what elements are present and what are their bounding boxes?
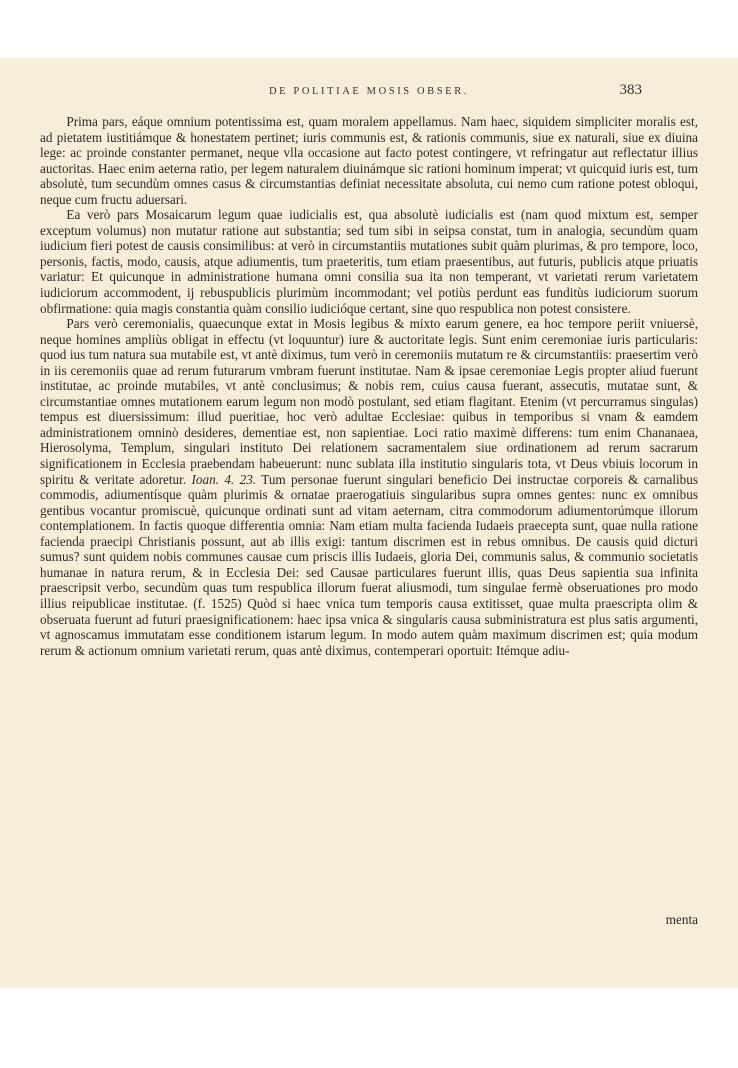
paragraph-ceremonial-text: Pars verò ceremonialis, quaecunque extat in Mosis legibus & mixto earum genere, ea hoc tempore periit vniuersè, neque homines ampliùs obligat in effectu (vt loquuntur) iure & auctoritate legis. Sunt enim ceremoniae iuris particularis: quod ius tum natura sua mutabile est, vt antè diximus, tum verò in ceremoniis mutatum re & circumstantiis: praesertim verò in iis ceremoniis quae ad rerum futurarum vmbram fuerunt institutae. Nam & ipsae ceremoniae Legis propter aliud fuerunt institutae, ac proinde mutabiles, vt antè conclusimus; & nobis rem, cuius causa fuerant, assecutis, mutatae sunt, & circumstantiae omnes mutationem earum legum non modò postulant, sed etiam flagitant. Etenim (vt percurramus singulas) tempus est diuersissimum: illud pueritiae, hoc verò adultae Ecclesiae: quibus in temporibus si vnam & eamdem administrationem omninò desideres, dementiae est, non sapientiae. Loci ratio maximè differens: tum enim Chananaea, Hierosolyma, Templum, singulari instituto Dei relationem sacramentalem siue ordinationem ad rerum sacrarum significationem in Ecclesia praebendam habeuerunt: nunc sublata illa institutio singularis tota, vt Deus vbiuis locorum in spiritu & veritate adoretur. xyxy=(40,316,698,487)
running-title: DE POLITIAE MOSIS OBSER. xyxy=(268,86,470,97)
page-header xyxy=(40,82,698,102)
page-body xyxy=(40,114,698,658)
paragraph-ceremonial-continued: Tum personae fuerunt singulari beneficio Dei instructae corporeis & carnalibus commodis, adiumentísque quàm plurimis & ornatae praerogatiuis singularibus supra omnes gentes: nunc ex omnibus gentibus vocantur promiscuè, quicunque ordinati sunt ad vitam aeternam, citra commodorum adiumentorúmque illorum contemplationem. In factis quoque differentia omnia: Nam etiam multa facienda Iudaeis praecepta sunt, quae nulla ratione facienda praecipi Christianis possunt, aut ab illis exigi: tantum discrimen est in rebus omnibus. De causis quid dicturi sumus? sunt quidem nobis communes causae cum priscis illis Iudaeis, gloria Dei, communis salus, & communio societatis humanae in natura rerum, & in Ecclesia Dei: sed Causae particulares fuerunt illis, quas Deus sapientia sua infinita praescripsit verbo, secundùm quas tum respublica illorum fuerat aliusmodi, tum singulae fermè obseruationes pro modo illius reipublicae institutae. xyxy=(40,471,698,611)
paragraph-ceremonial-end: Quòd si haec vnica tum temporis causa extitisset, quae multa praescripta olim & obseruata fuerunt ad futuri praesignificationem: haec ipsa vnica & singularis causa subministratura est plus satis argumenti, vt agnoscamus immutatam esse conditionem istarum legum. In modo autem quàm maximum discrimen est; quia modum rerum & actionum omnium varietati rerum, quas antè diximus, contemperari oportuit: Itémque adiu- xyxy=(40,595,699,658)
book-page xyxy=(0,58,738,988)
paragraph-ceremonial xyxy=(40,316,698,658)
paragraph-judicial: Ea verò pars Mosaicarum legum quae iudicialis est, qua absolutè iudicialis est (nam quod mixtum est, semper exceptum volumus) non mutatur ratione aut substantia; sed tum sibi in seipsa constat, tum in analogia, secundùm quam iudicium fieri potest de causis consimilibus: at verò in circumstantiis mutationes subit quàm plurimas, & pro tempore, loco, personis, factis, modo, causis, atque adiumentis, tum praeteritis, tum etiam praesentibus, aut futuris, publicis atque priuatis variatur: Et quicunque in administratione humana omni consilia sua ita non temperant, vt varietati rerum varietatem iudiciorum accommodent, ij rebuspublicis plurimùm incommodant; vel potiùs perdunt eas funditùs iudiciorum suorum obfirmatione: quia magis constantia quàm consilio iudicióque certant, sine quo respublica non potest consistere. xyxy=(40,207,698,316)
folio-marker: (f. 1525) xyxy=(193,595,242,611)
page-number: 383 xyxy=(619,82,642,98)
catchword: menta xyxy=(665,912,698,927)
scripture-citation: Ioan. 4. 23. xyxy=(191,471,257,487)
paragraph-moral: Prima pars, eáque omnium potentissima est, quam moralem appellamus. Nam haec, siquidem simpliciter moralis est, ad pietatem iustitiámque & honestatem pertinet; iuris communis est, & rationis communis, siue ex naturali, siue ex diuina lege: ac proinde constanter permanet, neque vlla occasione aut facto potest contingere, vt refringatur aut reflectatur illius auctoritas. Haec enim aeterna ratio, per legem naturalem diuinámque sic rationi hominum imperat; vt quicquid iuris est, tum absolutè, tum secundùm omnes casus & circumstantias definiat necessitate absoluta, cui nemo cum ratione potest obloqui, neque cum fructu aduersari. xyxy=(40,114,698,207)
